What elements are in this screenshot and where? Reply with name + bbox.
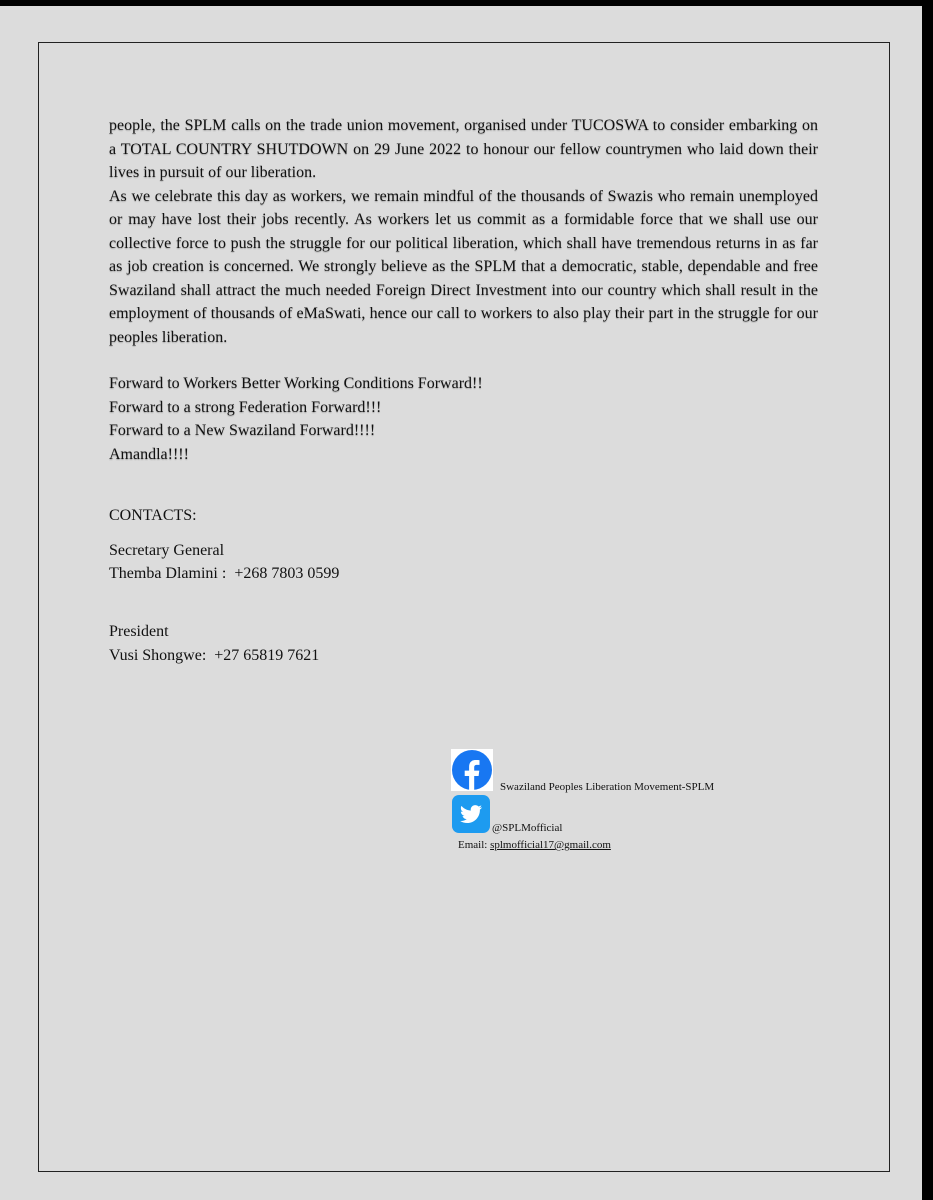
facebook-page-name[interactable]: Swaziland Peoples Liberation Movement-SPLM [500, 781, 715, 793]
letter-paragraph-2: As we celebrate this day as workers, we remain mindful of the thousands of Swazis who remain unemployed or may have lost their jobs recently. As workers let us commit as a formidable force that we shall use our collective force to push the struggle for our political liberation, which shall have tremendous returns in as far as job creation is concerned. We strongly believe as the SPLM that a democratic, stable, dependable and free Swaziland shall attract the much needed Foreign Direct Investment into our country which shall result in the employment of thousands of eMaSwati, hence our call to workers to also play their part in the struggle for our peoples liberation. [109, 187, 818, 346]
email-link[interactable]: splmofficial17@gmail.com [490, 839, 611, 851]
twitter-icon[interactable] [452, 795, 490, 833]
president-title: President [109, 623, 169, 640]
letter-body [109, 114, 818, 349]
slogan-line: Forward to Workers Better Working Conditions Forward!! [109, 375, 483, 392]
slogan-list [109, 372, 483, 466]
secretary-contact [109, 562, 339, 585]
president-name: Vusi Shongwe: [109, 647, 207, 664]
slogan-line: Forward to a strong Federation Forward!!! [109, 398, 382, 416]
president-phone: +27 65819 7621 [214, 647, 320, 664]
email-label: Email: [458, 839, 488, 851]
email-line [458, 839, 611, 851]
slogan-line: Amandla!!!! [109, 445, 189, 463]
secretary-phone: +268 7803 0599 [234, 565, 340, 582]
slogan-line: Forward to a New Swaziland Forward!!!! [109, 422, 376, 439]
secretary-title: Secretary General [109, 542, 225, 559]
president-contact [109, 644, 319, 667]
secretary-name: Themba Dlamini : [109, 565, 227, 582]
contacts-heading: CONTACTS: [109, 507, 197, 524]
facebook-icon[interactable] [451, 749, 493, 791]
twitter-handle[interactable]: @SPLMofficial [492, 822, 563, 834]
letter-paragraph-1: people, the SPLM calls on the trade union movement, organised under TUCOSWA to consider embarking on a TOTAL COUNTRY SHUTDOWN on 29 June 2022 to honour our fellow countrymen who laid down their lives in pursuit of our liberation. [109, 117, 818, 181]
